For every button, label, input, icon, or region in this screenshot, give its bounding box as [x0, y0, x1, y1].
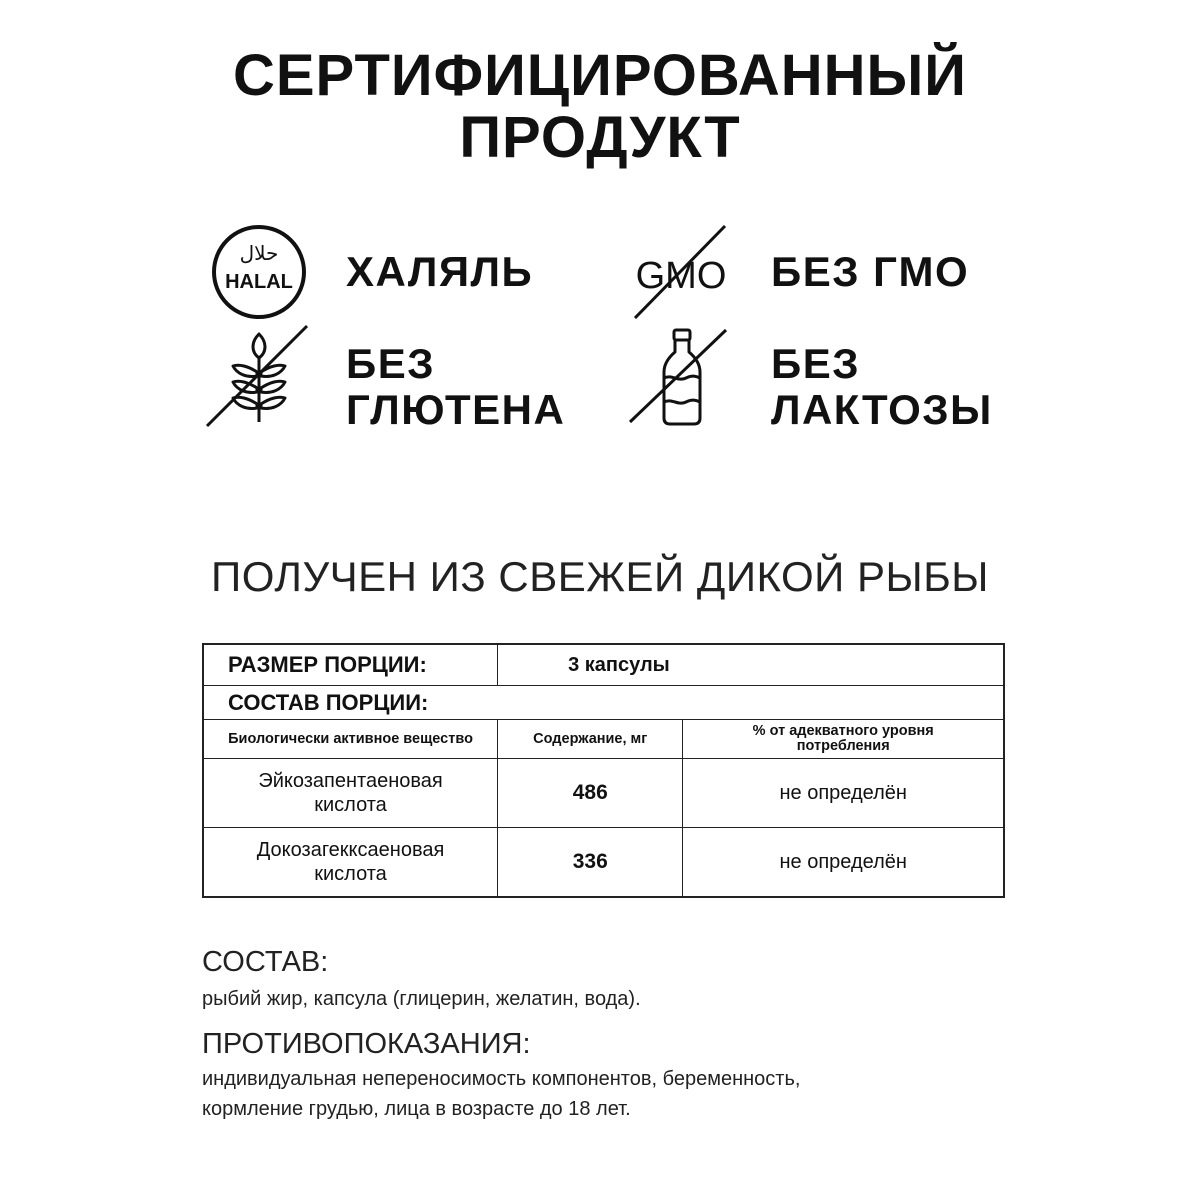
wheat-crossed-icon — [203, 322, 313, 432]
composition-text: рыбий жир, капсула (глицерин, желатин, вода). — [202, 988, 641, 1010]
serving-table — [202, 643, 1005, 898]
cert-lactose-label-line1: БЕЗ — [771, 340, 861, 387]
page-title-line1: СЕРТИФИЦИРОВАННЫЙ — [232, 43, 967, 108]
contraindications-text-line1: индивидуальная непереносимость компонентов, беременность, — [202, 1068, 801, 1090]
page-title-line2: ПРОДУКТ — [459, 105, 741, 170]
substance-name-line2: кислота — [314, 794, 387, 816]
gmo-crossed-icon — [625, 218, 745, 328]
serving-size-value: 3 капсулы — [498, 644, 1004, 686]
col-header-substance: Биологически активное вещество — [203, 720, 498, 759]
table-header-row — [203, 720, 1004, 759]
milk-bottle-crossed-icon — [628, 322, 728, 432]
substance-name-line1: Докозагекксаеновая — [256, 839, 445, 861]
cert-gmo-label: БЕЗ ГМО — [771, 248, 970, 295]
halal-arabic-text: حلال — [239, 241, 279, 265]
substance-name-line2: кислота — [314, 863, 387, 885]
cert-halal-label: ХАЛЯЛЬ — [346, 248, 534, 295]
gmo-badge-text: GMO — [635, 255, 727, 297]
composition-row — [203, 686, 1004, 720]
col-header-amount: Содержание, мг — [498, 720, 683, 759]
composition-label: СОСТАВ ПОРЦИИ: — [203, 686, 1004, 720]
contraindications-heading: ПРОТИВОПОКАЗАНИЯ: — [202, 1028, 531, 1060]
page-title — [0, 45, 1200, 169]
source-subtitle: ПОЛУЧЕН ИЗ СВЕЖЕЙ ДИКОЙ РЫБЫ — [211, 553, 989, 600]
percent-cell: не определён — [683, 828, 1004, 898]
cert-gluten-label-line1: БЕЗ — [346, 340, 436, 387]
cert-gluten-label-line2: ГЛЮТЕНА — [346, 386, 566, 433]
table-row — [203, 759, 1004, 828]
halal-badge-text: HALAL — [225, 271, 293, 293]
halal-badge-icon — [209, 222, 309, 322]
amount-cell: 336 — [498, 828, 683, 898]
substance-name-line1: Эйкозапентаеновая — [258, 770, 443, 792]
substance-cell — [203, 759, 498, 828]
serving-size-row — [203, 644, 1004, 686]
percent-cell: не определён — [683, 759, 1004, 828]
serving-size-label: РАЗМЕР ПОРЦИИ: — [203, 644, 498, 686]
amount-cell: 486 — [498, 759, 683, 828]
composition-heading: СОСТАВ: — [202, 946, 329, 978]
substance-cell — [203, 828, 498, 898]
table-row — [203, 828, 1004, 898]
cert-lactose-label-line2: ЛАКТОЗЫ — [771, 386, 993, 433]
contraindications-text-line2: кормление грудью, лица в возрасте до 18 лет. — [202, 1098, 631, 1120]
col-header-percent: % от адекватного уровня потребления — [683, 720, 1004, 759]
